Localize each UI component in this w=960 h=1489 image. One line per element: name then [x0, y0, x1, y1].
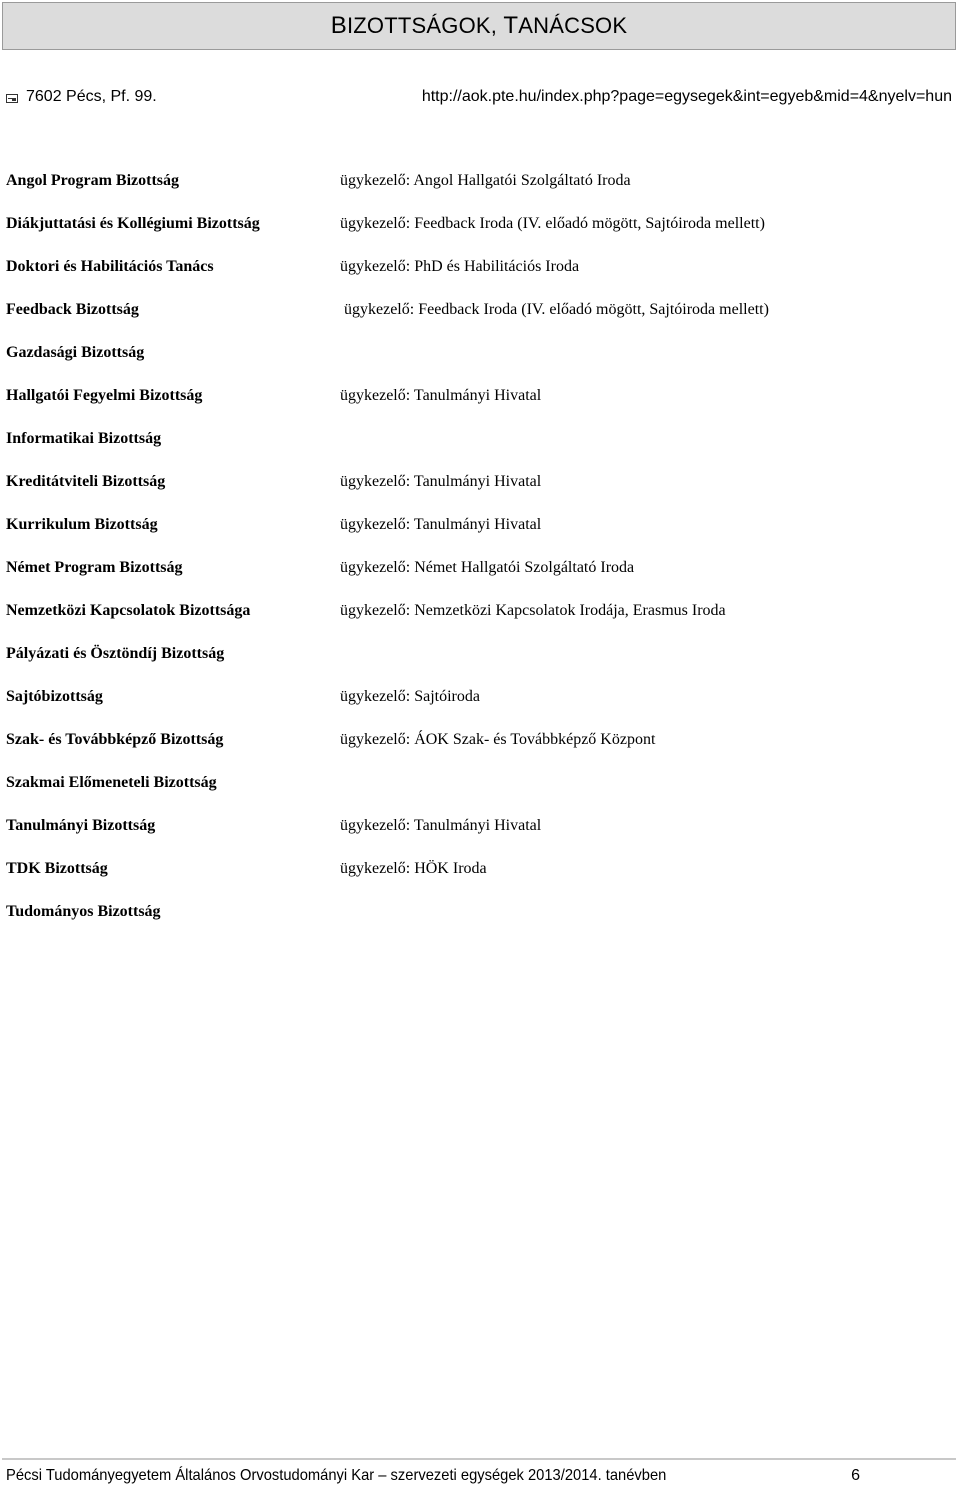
committee-row — [6, 725, 956, 768]
committee-row — [6, 338, 956, 381]
committee-name: Sajtóbizottság — [6, 688, 103, 705]
website-url[interactable]: http://aok.pte.hu/index.php?page=egysegek&int=egyeb&mid=4&nyelv=hun — [421, 88, 952, 105]
committee-name: Tudományos Bizottság — [6, 903, 161, 920]
committee-name: Angol Program Bizottság — [6, 172, 180, 189]
committee-row — [6, 424, 956, 467]
committee-name: Szakmai Előmeneteli Bizottság — [6, 774, 217, 791]
committee-manager: ügykezelő: Tanulmányi Hivatal — [340, 473, 542, 490]
title-initial-2: T — [503, 12, 519, 39]
committee-list — [6, 166, 956, 940]
committee-manager: ügykezelő: Tanulmányi Hivatal — [340, 516, 542, 533]
title-rest-1: IZOTTSÁGOK, — [346, 13, 504, 38]
committee-name: Német Program Bizottság — [6, 559, 183, 576]
committee-name: Szak- és Továbbképző Bizottság — [6, 731, 224, 748]
committee-name: Feedback Bizottság — [6, 301, 139, 318]
committee-row — [6, 768, 956, 811]
title-rest-2: ANÁCSOK — [518, 13, 628, 38]
committee-manager: ügykezelő: Tanulmányi Hivatal — [340, 387, 542, 404]
page-footer — [2, 1458, 956, 1488]
committee-name: TDK Bizottság — [6, 860, 108, 877]
committee-name: Diákjuttatási és Kollégiumi Bizottság — [6, 215, 260, 232]
committee-manager: ügykezelő: Feedback Iroda (IV. előadó mögött, Sajtóiroda mellett) — [340, 215, 765, 232]
committee-manager: ügykezelő: Sajtóiroda — [340, 688, 480, 705]
committee-name: Tanulmányi Bizottság — [6, 817, 156, 834]
committee-row — [6, 209, 956, 252]
committee-name: Doktori és Habilitációs Tanács — [6, 258, 214, 275]
committee-row — [6, 381, 956, 424]
page-number: 6 — [851, 1467, 860, 1484]
committee-manager: ügykezelő: Nemzetközi Kapcsolatok Irodája, Erasmus Iroda — [340, 602, 726, 619]
committee-name: Nemzetközi Kapcsolatok Bizottsága — [6, 602, 251, 619]
title-initial-1: B — [330, 12, 347, 39]
mail-icon — [6, 94, 18, 103]
committee-manager: ügykezelő: Tanulmányi Hivatal — [340, 817, 542, 834]
committee-manager: ügykezelő: PhD és Habilitációs Iroda — [340, 258, 580, 275]
committee-name: Kreditátviteli Bizottság — [6, 473, 166, 490]
committee-manager: ügykezelő: Feedback Iroda (IV. előadó mögött, Sajtóiroda mellett) — [344, 301, 769, 318]
committee-name: Pályázati és Ösztöndíj Bizottság — [6, 645, 225, 662]
committee-manager: ügykezelő: Angol Hallgatói Szolgáltató Iroda — [340, 172, 631, 189]
committee-manager: ügykezelő: HÖK Iroda — [340, 860, 487, 877]
committee-row — [6, 510, 956, 553]
committee-row — [6, 596, 956, 639]
committee-row — [6, 553, 956, 596]
committee-row — [6, 854, 956, 897]
committee-row — [6, 682, 956, 725]
page-title — [331, 12, 628, 40]
committee-row — [6, 897, 956, 940]
title-bar — [2, 2, 956, 50]
committee-name: Hallgatói Fegyelmi Bizottság — [6, 387, 203, 404]
committee-row — [6, 467, 956, 510]
committee-manager: ügykezelő: Német Hallgatói Szolgáltató Iroda — [340, 559, 635, 576]
committee-row — [6, 295, 956, 338]
committee-manager: ügykezelő: ÁOK Szak- és Továbbképző Központ — [340, 731, 656, 748]
committee-row — [6, 166, 956, 209]
contact-line — [6, 86, 956, 108]
committee-name: Informatikai Bizottság — [6, 430, 162, 447]
postal-address: 7602 Pécs, Pf. 99. — [26, 88, 157, 105]
committee-name: Kurrikulum Bizottság — [6, 516, 158, 533]
footer-text: Pécsi Tudományegyetem Általános Orvostudományi Kar – szervezeti egységek 2013/2014. tanévben — [6, 1467, 667, 1484]
committee-name: Gazdasági Bizottság — [6, 344, 145, 361]
committee-row — [6, 639, 956, 682]
committee-row — [6, 811, 956, 854]
committee-row — [6, 252, 956, 295]
